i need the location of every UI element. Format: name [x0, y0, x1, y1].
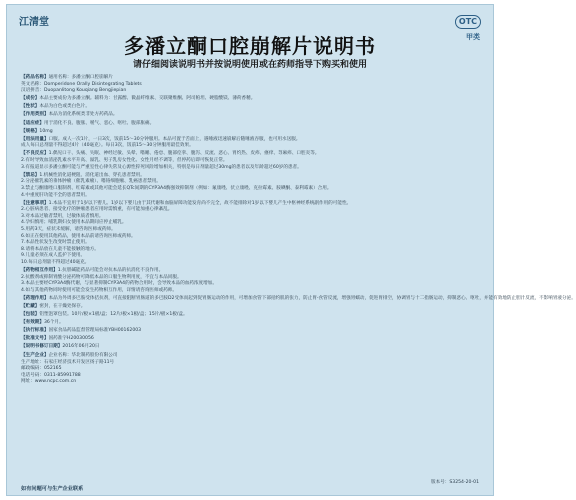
section-17	[21, 344, 479, 351]
section-9-text: 6.如正在使用其他药品，使用本品前请咨询医师或药师。	[21, 233, 136, 239]
section-10-heading: 【药物相互作用】	[21, 268, 58, 274]
section-9-text: 3.对本品过敏者禁用，过敏体质者慎用。	[21, 213, 104, 219]
company-line	[21, 373, 479, 380]
section-17-text: 2016年06月20日	[62, 344, 100, 350]
section-8-text: 3.禁止与酮康唑口服制剂、红霉素或其他可能会延长QTc间期的CYP3A4酶强效抑制剂（例如：氟康唑、伏立康唑、克拉霉素、胺碘酮、泰利霉素）合用。	[21, 185, 332, 191]
section-12-heading: 【贮藏】	[21, 304, 40, 309]
section-8-line	[21, 186, 479, 193]
section-3-text: 本品为消化系统类非处方药药品。	[48, 112, 118, 118]
section-9-line	[21, 220, 479, 227]
footer-note: 如有问题可与生产企业联系	[21, 486, 84, 492]
company-line	[21, 353, 479, 360]
section-10-line	[21, 288, 479, 295]
document-title: 多潘立酮口腔崩解片说明书	[124, 34, 376, 58]
section-2-text: 本品为白色或类白色片。	[39, 104, 90, 110]
section-9-text: 8.请将本品放在儿童不能接触的地方。	[21, 246, 99, 252]
section-9-line	[21, 253, 479, 260]
section-9-text: 4.孕妇慎用；哺乳期妇女使用本品期间应停止哺乳。	[21, 220, 127, 226]
section-9-line	[21, 247, 479, 254]
section-7-text: 3.有报道显示多潘立酮可能与严重室性心律失常及心源性猝死风险增加相关，特别是每日剂量超过30mg的患者以及年龄超过60岁的患者。	[21, 164, 302, 170]
section-1-heading: 【成份】	[21, 96, 40, 102]
company-heading: 【生产企业】	[21, 353, 49, 359]
section-5-heading: 【规格】	[21, 128, 40, 134]
section-4-text: 用于消化不良、腹胀、嗳气、恶心、呕吐、腹部胀痛。	[43, 120, 155, 126]
section-16-text: 国药准字H20030056	[48, 336, 94, 342]
company-line	[21, 360, 479, 367]
section-5-text: 10mg	[39, 128, 53, 134]
section-10-text: 2.抗酸剂或抑制胃酸分泌药物可降低本品的口服生物利用度，不宜与本品同服。	[21, 274, 182, 280]
section-15-heading: 【执行标准】	[21, 328, 49, 334]
section-4-heading: 【适应症】	[21, 120, 44, 126]
section-10-line	[21, 281, 479, 288]
section-4-line	[21, 121, 479, 128]
section-14-line	[21, 320, 479, 327]
company-text: 网址：www.ncpc.com.cn	[21, 379, 77, 385]
section-0-line	[21, 88, 479, 95]
section-10-text: 4.如与其他药物同时使用可能会发生药物相互作用，详情请咨询医师或药师。	[21, 287, 177, 293]
section-2-line	[21, 104, 479, 111]
section-11-line	[21, 295, 576, 303]
section-10	[21, 268, 479, 294]
section-0-heading: 【药品名称】	[21, 75, 49, 80]
section-12	[21, 304, 479, 311]
section-14-heading: 【有效期】	[21, 320, 44, 326]
section-9-line	[21, 240, 479, 247]
section-13-text: 铝塑泡罩包装。10片/板×1板/盒；12片/板×1板/盒；15片/板×1板/盒。	[39, 312, 188, 318]
section-14	[21, 320, 479, 327]
section-9-line	[21, 207, 479, 214]
section-16	[21, 336, 479, 343]
section-6-heading: 【用法用量】	[21, 136, 49, 142]
section-10-text: 1.抗胆碱能药品可能会对抗本品的抗消化不良作用。	[57, 268, 164, 274]
section-8-heading: 【禁忌】	[21, 172, 40, 178]
section-17-line	[21, 344, 479, 351]
section-6	[21, 137, 479, 150]
section-7-line	[21, 158, 479, 165]
section-0-line	[21, 75, 479, 82]
section-9-text: 9.儿童必须在成人监护下使用。	[21, 253, 86, 259]
section-7-line	[21, 165, 479, 172]
section-13-line	[21, 312, 479, 319]
section-9-text: 2.心脏病患者、接受化疗的肿瘤患者应用时需慎重，有可能加重心律紊乱。	[21, 207, 173, 213]
section-4	[21, 121, 479, 128]
section-10-text: 3.本品主要经CYP3A4酶代谢，与显著抑制CYP3A4的药物合用时，会导致本品的血药浓度增加。	[21, 281, 217, 287]
section-5	[21, 129, 479, 136]
section-11-text: 本品为外周多巴胺受体拮抗剂，可直接阻断胃肠道的多巴胺D2受体而起到促胃肠运动的作用，可增加食管下部括约肌的张力，防止胃-食管反流，增强胃蠕动，促进胃排空，协调胃与十二指肠运动，抑制恶心、呕吐，并能有效地防止胆汁反流，不影响胃液分泌。	[48, 295, 576, 301]
section-9-heading: 【注意事项】	[21, 200, 49, 206]
section-16-heading: 【批准文号】	[21, 336, 49, 342]
section-12-text: 密封，在干燥处保存。	[39, 304, 86, 309]
instruction-leaflet	[6, 4, 576, 496]
section-10-line	[21, 268, 479, 275]
section-8-text: 1.机械性消化道梗阻、消化道出血、穿孔患者禁用。	[39, 172, 145, 178]
section-11	[21, 295, 576, 303]
section-16-line	[21, 336, 479, 343]
company-info	[21, 353, 479, 386]
section-11-heading: 【药理作用】	[21, 295, 49, 301]
version-code: 版本号：S3254-20-01	[431, 480, 479, 485]
company-text: 生产地址：石家庄经济技术开发区扬子路11号	[21, 359, 115, 365]
section-1-text: 本品主要成份为多潘立酮。辅料为：甘露醇、微晶纤维素、交联聚维酮、阿司帕坦、硬脂酸镁、薄荷香精。	[39, 96, 256, 102]
section-0	[21, 75, 479, 95]
section-9-text: 5.用药3天，症状未缓解，请咨询医师或药师。	[21, 226, 116, 232]
section-3-line	[21, 112, 479, 119]
company-line	[21, 366, 479, 373]
section-17-heading: 【说明书修订日期】	[21, 344, 63, 350]
section-0-text: 通用名称：多潘立酮口腔崩解片	[48, 75, 113, 80]
section-9-line	[21, 227, 479, 234]
company-text: 电话号码：0311-85991788	[21, 372, 81, 378]
section-9-text: 7.本品性状发生改变时禁止使用。	[21, 240, 90, 246]
company-line	[21, 379, 479, 386]
brand-logo-text: 江清堂	[19, 17, 49, 28]
section-13	[21, 312, 479, 319]
section-8-text: 2.分泌催乳素的垂体肿瘤（催乳素瘤）、嗜铬细胞瘤、乳癌患者禁用。	[21, 179, 161, 185]
section-1	[21, 96, 479, 103]
section-14-text: 36个月。	[43, 320, 64, 326]
section-7	[21, 151, 479, 171]
section-7-text: 1.偶见口干、头痛、失眠、神经过敏、头晕、嗜睡、倦怠、腹部痉挛、腹泻、反流、恶心、胃灼热、皮疹、瘙痒、荨麻疹、口腔炎等。	[48, 151, 320, 157]
document-subtitle: 请仔细阅读说明书并按说明使用或在药师指导下购买和使用	[132, 60, 367, 70]
section-7-text: 2.有时导致血清泌乳素水平升高、溢乳、男子乳房女性化、女性月经不调等，但停药后即可恢复正常。	[21, 158, 228, 164]
section-3-heading: 【作用类别】	[21, 112, 49, 118]
company-text: 企业名称：华北制药股份有限公司	[48, 353, 118, 359]
section-0-text: 汉语拼音：Duopanlitong Kouqiang Bengjiepian	[21, 88, 127, 94]
leaflet-body	[21, 75, 576, 386]
section-15	[21, 328, 479, 335]
otc-badge: OTC	[455, 15, 481, 29]
section-6-text: 口服。成人一次1片，一日3次，饭前15～30分钟服用。本品可置于舌面上，遇唾液迅速崩解后随唾液吞服，也可用水送服。	[48, 136, 301, 142]
section-15-line	[21, 328, 479, 335]
section-7-heading: 【不良反应】	[21, 151, 49, 157]
section-9-line	[21, 260, 479, 267]
otc-class-label: 甲类	[466, 33, 480, 41]
section-0-text: 英文名称：Domperidone Orally Disintegrating Tablets	[21, 81, 142, 87]
section-9	[21, 201, 479, 267]
section-5-line	[21, 129, 479, 136]
section-8	[21, 173, 479, 199]
section-8-text: 4.中重度肝功能不全的患者禁用。	[21, 192, 90, 198]
section-9-text: 1.本品不宜用于1岁以下婴儿。1岁以下婴儿由于其代谢和血脑屏障功能发育尚不完全，故不能排除对1岁以下婴儿产生中枢神经系统副作用的可能性。	[48, 200, 352, 206]
section-3	[21, 112, 479, 119]
section-2	[21, 104, 479, 111]
section-12-line	[21, 304, 479, 311]
section-13-heading: 【包装】	[21, 312, 40, 318]
section-8-line	[21, 179, 479, 186]
section-1-line	[21, 96, 479, 103]
section-15-text: 国家食品药品监督管理局标准YBH00162003	[48, 328, 142, 334]
section-9-text: 10.每日总剂量不得超过40毫克。	[21, 259, 90, 265]
company-text: 邮政编码：052165	[21, 366, 62, 372]
section-2-heading: 【性状】	[21, 104, 40, 110]
section-8-line	[21, 193, 479, 200]
section-6-line	[21, 143, 479, 150]
section-6-text: 成人每日总剂量不得超过4片（40毫克）。每日3次，饭前15～30分钟服用最佳效果。	[21, 143, 194, 149]
